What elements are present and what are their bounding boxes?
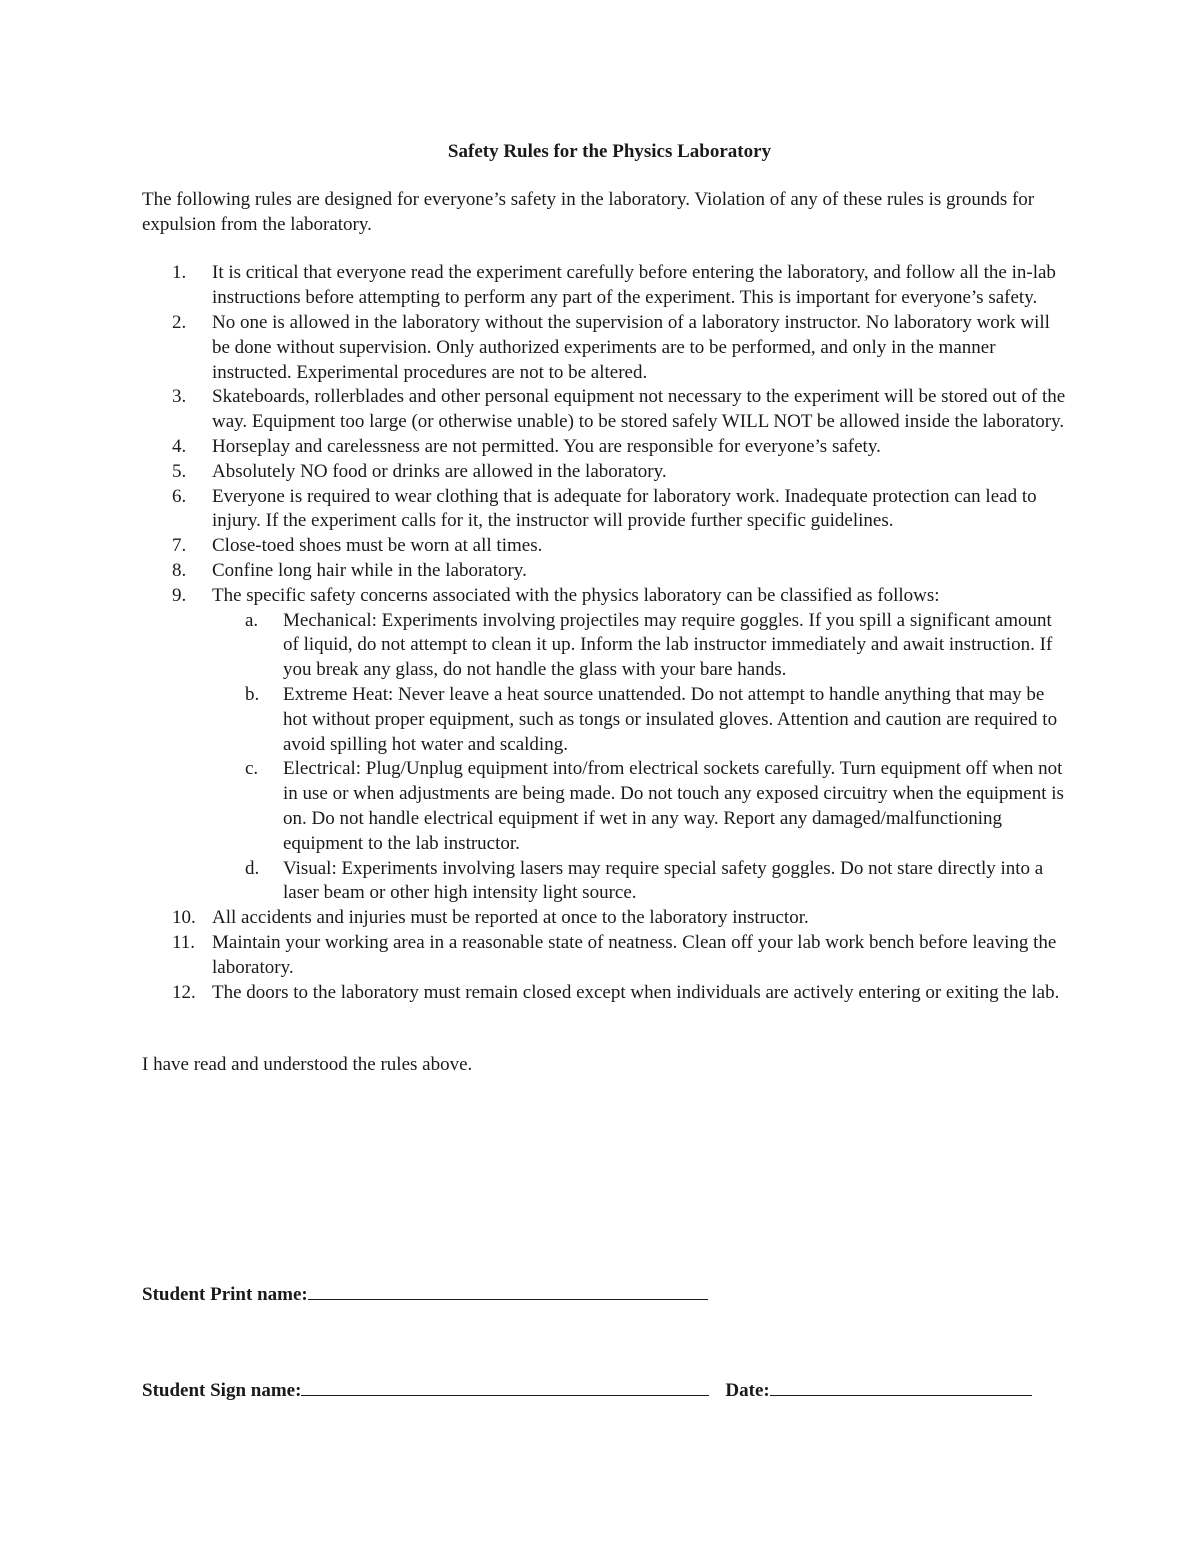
rule-text: Absolutely NO food or drinks are allowed in the laboratory.: [212, 460, 667, 482]
rule-item: [142, 931, 1067, 981]
acknowledgement-text: I have read and understood the rules above.: [142, 1054, 473, 1076]
rule-text: Horseplay and carelessness are not permitted. You are responsible for everyone’s safety.: [212, 435, 881, 457]
rule-number: 12.: [172, 981, 196, 1003]
rule-text: Maintain your working area in a reasonable state of neatness. Clean off your lab work bench before leaving the laboratory.: [212, 931, 1057, 978]
subrule-item: [212, 683, 1067, 757]
rule-item: [142, 559, 1067, 584]
rule-number: 11.: [172, 931, 196, 953]
rule-item: [142, 460, 1067, 485]
subrule-item: [212, 609, 1067, 683]
rule-item: [142, 981, 1067, 1006]
print-name-field[interactable]: [308, 1281, 708, 1300]
rule-text: Confine long hair while in the laboratory.: [212, 559, 527, 581]
rule-number: 10.: [172, 907, 196, 929]
rule-text: All accidents and injuries must be reported at once to the laboratory instructor.: [212, 907, 809, 929]
rule-text: Skateboards, rollerblades and other personal equipment not necessary to the experiment will be stored out of the way. Equipment too large (or otherwise unable) to be stored safely WILL NOT be allowed inside the laboratory.: [212, 386, 1066, 433]
sign-name-field[interactable]: [301, 1377, 709, 1396]
rule-item: [142, 906, 1067, 931]
rule-number: 4.: [172, 435, 187, 457]
subrule-letter: c.: [245, 758, 259, 780]
subrule-item: [212, 857, 1067, 907]
date-field[interactable]: [770, 1377, 1032, 1396]
rule-text: Everyone is required to wear clothing that is adequate for laboratory work. Inadequate protection can lead to injury. If the experiment calls for it, the instructor will provide further specific guidelines.: [212, 485, 1037, 532]
subrules-list: [212, 609, 1067, 907]
rule-item: [142, 435, 1067, 460]
subrule-text: Mechanical: Experiments involving projectiles may require goggles. If you spill a significant amount of liquid, do not attempt to clean it up. Inform the lab instructor immediately and await instruction. If you break any glass, do not handle the glass with your bare hands.: [283, 609, 1053, 681]
rule-number: 7.: [172, 535, 187, 557]
page-title: Safety Rules for the Physics Laboratory: [447, 141, 772, 162]
rule-text: It is critical that everyone read the experiment carefully before entering the laboratory, and follow all the in-lab instructions before attempting to perform any part of the experiment. This is important for everyone’s safety.: [212, 262, 1056, 309]
rule-number: 8.: [172, 559, 187, 581]
rule-number: 2.: [172, 311, 187, 333]
subrule-text: Electrical: Plug/Unplug equipment into/from electrical sockets carefully. Turn equipment off when not in use or when adjustments are being made. Do not touch any exposed circuitry when the equipment is on. Do not handle electrical equipment if wet in any way. Report any damaged/malfunctioning equipment to the lab instructor.: [283, 758, 1064, 854]
rule-number: 6.: [172, 485, 187, 507]
rule-item: [142, 311, 1067, 385]
subrule-letter: b.: [245, 683, 260, 705]
print-name-label: Student Print name:: [142, 1284, 308, 1305]
rules-list: [142, 261, 1067, 1005]
rule-number: 3.: [172, 386, 187, 408]
subrule-letter: a.: [245, 609, 259, 631]
subrule-item: [212, 757, 1067, 856]
subrule-text: Visual: Experiments involving lasers may require special safety goggles. Do not stare directly into a laser beam or other high intensity light source.: [283, 857, 1044, 904]
rule-text: The doors to the laboratory must remain closed except when individuals are actively entering or exiting the lab.: [212, 981, 1060, 1003]
print-name-row: [142, 1281, 708, 1306]
rule-text: No one is allowed in the laboratory without the supervision of a laboratory instructor. No laboratory work will be done without supervision. Only authorized experiments are to be performed, and only in the manner instructed. Experimental procedures are not to be altered.: [212, 311, 1050, 383]
document-page: [142, 140, 1067, 1078]
date-label: Date:: [725, 1380, 770, 1401]
rule-number: 1.: [172, 262, 187, 284]
rule-text: The specific safety concerns associated with the physics laboratory can be classified as follows:: [212, 584, 940, 606]
rule-item: [142, 485, 1067, 535]
rule-number: 5.: [172, 460, 187, 482]
intro-paragraph: The following rules are designed for everyone’s safety in the laboratory. Violation of any of these rules is grounds for expulsion from the laboratory.: [142, 188, 1035, 235]
subrule-text: Extreme Heat: Never leave a heat source unattended. Do not attempt to handle anything that may be hot without proper equipment, such as tongs or insulated gloves. Attention and caution are required to avoid spilling hot water and scalding.: [283, 683, 1058, 755]
subrule-letter: d.: [245, 857, 260, 879]
sign-name-row: [142, 1377, 1032, 1402]
rule-number: 9.: [172, 584, 187, 606]
rule-text: Close-toed shoes must be worn at all times.: [212, 535, 543, 557]
rule-item: [142, 534, 1067, 559]
sign-name-label: Student Sign name:: [142, 1380, 302, 1401]
rule-item: [142, 261, 1067, 311]
rule-item: [142, 385, 1067, 435]
rule-item: [142, 584, 1067, 906]
